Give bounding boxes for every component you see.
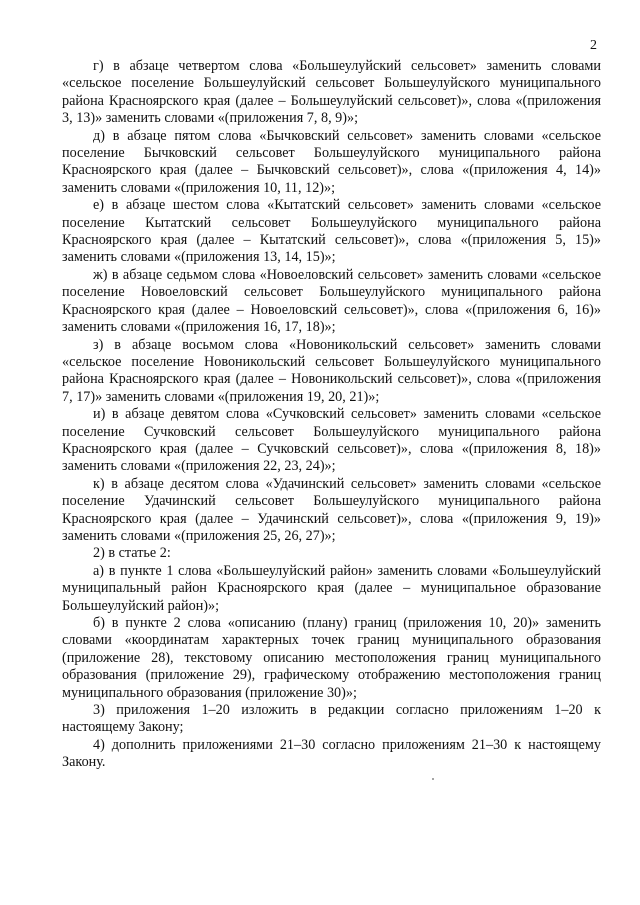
document-body (62, 58, 601, 772)
paragraph-g: г) в абзаце четвертом слова «Большеулуйский сельсовет» заменить словами «сельское поселение Большеулуйский сельсовет Большеулуйского муниципального района Красноярского края (далее – Большеулуйский сельсовет)», слова «(приложения 3, 13)» заменить словами «(приложения 7, 8, 9)»; (62, 58, 601, 127)
scan-speck (432, 778, 434, 780)
paragraph-b: б) в пункте 2 слова «описанию (плану) границ (приложения 10, 20)» заменить словами «координатам характерных точек границ муниципального образования (приложение 28), текстовому описанию местоположения границ муниципального образования (приложение 29), графическому отображению местоположения границ муниципального образования (приложение 30)»; (62, 615, 601, 701)
paragraph-4: 4) дополнить приложениями 21–30 согласно приложениям 21–30 к настоящему Закону. (62, 736, 601, 771)
paragraph-3: 3) приложения 1–20 изложить в редакции согласно приложениям 1–20 к настоящему Закону; (62, 702, 601, 736)
paragraph-a: а) в пункте 1 слова «Большеулуйский район» заменить словами «Большеулуйский муниципальный район Красноярского края (далее – муниципальное образование Большеулуйский район)»; (62, 562, 601, 614)
paragraph-i: и) в абзаце девятом слова «Сучковский сельсовет» заменить словами «сельское поселение Сучковский сельсовет Большеулуйского муниципального района Красноярского края (далее – Сучковский сельсовет)», слова «(приложения 8, 18)» заменить словами «(приложения 22, 23, 24)»; (62, 406, 601, 475)
paragraph-zh: ж) в абзаце седьмом слова «Новоеловский сельсовет» заменить словами «сельское поселение Новоеловский сельсовет Большеулуйского муниципального района Красноярского края (далее – Новоеловский сельсовет)», слова «(приложения 6, 16)» заменить словами «(приложения 16, 17, 18)»; (62, 266, 601, 336)
paragraph-d: д) в абзаце пятом слова «Бычковский сельсовет» заменить словами «сельское поселение Бычковский сельсовет Большеулуйского муниципального района Красноярского края (далее – Бычковский сельсовет)», слова «(приложения 4, 14)» заменить словами «(приложения 10, 11, 12)»; (62, 127, 601, 196)
paragraph-e: е) в абзаце шестом слова «Кытатский сельсовет» заменить словами «сельское поселение Кытатский сельсовет Большеулуйского муниципального района Красноярского края (далее – Кытатский сельсовет)», слова «(приложения 5, 15)» заменить словами «(приложения 13, 14, 15)»; (62, 197, 601, 266)
paragraph-k: к) в абзаце десятом слова «Удачинский сельсовет» заменить словами «сельское поселение Удачинский сельсовет Большеулуйского муниципального района Красноярского края (далее – Удачинский сельсовет)», слова «(приложения 9, 19)» заменить словами «(приложения 25, 26, 27)»; (62, 475, 601, 544)
paragraph-z: з) в абзаце восьмом слова «Новоникольский сельсовет» заменить словами «сельское поселение Новоникольский сельсовет Большеулуйского муниципального района Красноярского края (далее – Новоникольский сельсовет)», слова «(приложения 7, 17)» заменить словами «(приложения 19, 20, 21)»; (62, 336, 601, 405)
paragraph-article-2: 2) в статье 2: (93, 545, 171, 562)
page-number: 2 (590, 38, 597, 53)
